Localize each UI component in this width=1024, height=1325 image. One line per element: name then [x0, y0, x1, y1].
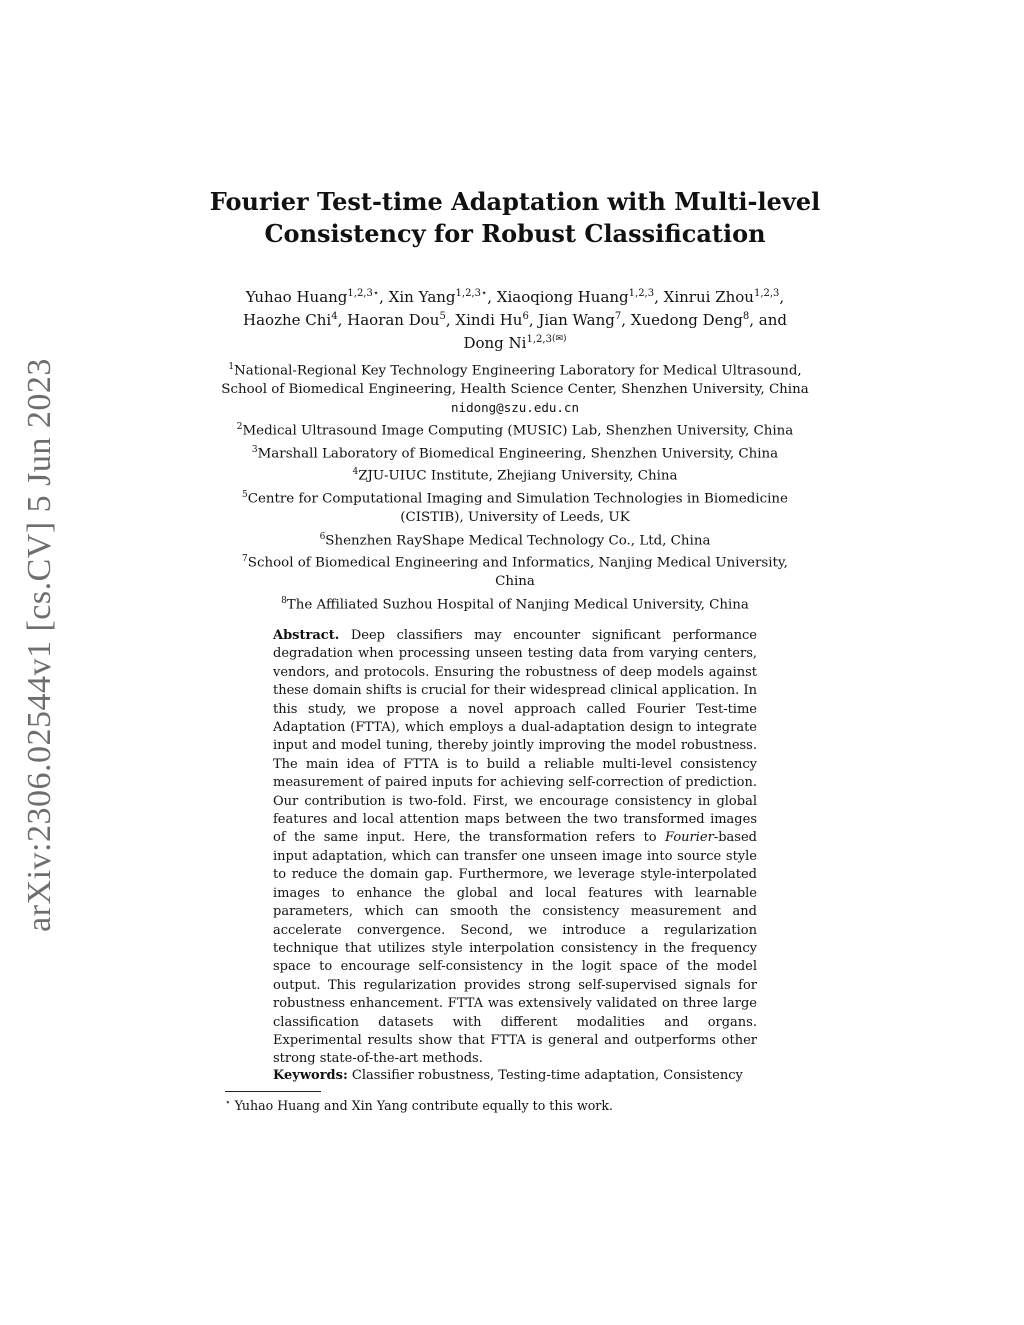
author-affil: 1,2,3⋆ — [347, 288, 380, 299]
affiliation-text: Marshall Laboratory of Biomedical Engineering, Shenzhen University, China — [257, 446, 779, 462]
keywords-label: Keywords: — [273, 1068, 348, 1083]
affiliation-number: 4 — [352, 467, 359, 478]
footnote-text: Yuhao Huang and Xin Yang contribute equally to this work. — [234, 1098, 613, 1114]
author-name: Haozhe Chi — [243, 311, 332, 329]
paper-title — [200, 186, 830, 250]
affiliation-number: 8 — [281, 595, 287, 606]
author-name: Dong Ni — [463, 334, 527, 352]
affiliation-5 — [200, 486, 830, 509]
abstract-text-part1: Deep classifiers may encounter significant performance degradation when processing unseen testing data from varying centers, vendors, and protocols. Ensuring the robustness of deep models against these domain shifts is crucial for their widespread clinical application. In this study, we propose a novel approach called Fourier Test-time Adaptation (FTTA), which employs a dual-adaptation design to integrate input and model tuning, thereby jointly improving the model robustness. The main idea of FTTA is to build a reliable multi-level consistency measurement of paired inputs for achieving self-correction of prediction. Our contribution is two-fold. First, we encourage consistency in global features and local attention maps between the two transformed images of the same input. Here, the transformation refers to — [273, 628, 757, 846]
affiliation-number: 6 — [319, 531, 326, 542]
affiliation-1-cont: School of Biomedical Engineering, Health Science Center, Shenzhen University, China — [221, 381, 809, 397]
affiliation-number: 1 — [228, 362, 235, 372]
author-list — [200, 284, 830, 353]
affiliation-8 — [200, 592, 830, 615]
author-affil: 8 — [742, 311, 750, 322]
footnote-rule — [225, 1091, 321, 1092]
footnote-mark: ⋆ — [225, 1098, 231, 1108]
abstract — [273, 627, 757, 1069]
affiliation-number: 2 — [236, 421, 243, 432]
keywords — [273, 1067, 763, 1085]
author-name: Xin Yang — [388, 288, 456, 306]
affiliation-7-cont: China — [495, 574, 535, 590]
affiliation-7 — [200, 550, 830, 573]
affiliation-text: ZJU-UIUC Institute, Zhejiang University, China — [358, 468, 678, 484]
author-affil: 4 — [331, 311, 338, 322]
author-name: Xindi Hu — [455, 311, 523, 329]
author-name: Xinrui Zhou — [663, 288, 754, 306]
affiliation-number: 3 — [251, 444, 258, 455]
author-affil: 1,2,3⋆ — [455, 288, 488, 299]
author-affil: 6 — [522, 311, 529, 322]
affiliation-1 — [200, 358, 830, 381]
author-name: Yuhao Huang — [245, 288, 348, 306]
author-line-2: Haozhe Chi$^4$, Haoran Dou$^5$, Xindi Hu$^6$, Jian Wang$^7$, Xuedong Deng$^8$, and — [243, 311, 787, 329]
author-affil: 1,2,3 — [753, 288, 780, 299]
affiliation-2 — [200, 418, 830, 441]
author-affil: 1,2,3 — [628, 288, 655, 299]
author-affil — [526, 334, 566, 345]
abstract-heading: Abstract. — [273, 628, 340, 643]
title-line-2: Consistency for Robust Classification — [264, 219, 766, 248]
affiliation-text: Medical Ultrasound Image Computing (MUSIC) Lab, Shenzhen University, China — [242, 423, 794, 439]
affiliation-text: School of Biomedical Engineering and Informatics, Nanjing Medical University, — [247, 555, 788, 571]
author-conjunction: and — [758, 311, 787, 329]
author-line-3 — [200, 330, 830, 353]
author-affil: 7 — [614, 311, 622, 322]
abstract-italic-term: Fourier — [665, 830, 714, 846]
affiliation-text: The Affiliated Suzhou Hospital of Nanjing Medical University, China — [286, 597, 749, 613]
arxiv-sidebar — [12, 358, 68, 932]
author-name: Xiaoqiong Huang — [496, 288, 629, 306]
affiliation-3 — [200, 441, 830, 464]
author-affil: 5 — [439, 311, 446, 322]
envelope-icon: (✉) — [551, 334, 567, 344]
title-line-1: Fourier Test-time Adaptation with Multi-level — [209, 187, 821, 216]
affiliation-6 — [200, 528, 830, 551]
author-name: Haoran Dou — [347, 311, 440, 329]
abstract-text-part2: -based input adaptation, which can transfer one unseen image into source style to reduce the domain gap. Furthermore, we leverage style-interpolated images to enhance the global and local features with learnable parameters, which can smooth the consistency measurement and accelerate convergence. Second, we introduce a regularization technique that utilizes style interpolation consistency in the frequency space to encourage self-consistency in the logit space of the model output. This regularization provides strong self-supervised signals for robustness enhancement. FTTA was extensively validated on three large classification datasets with different modalities and organs. Experimental results show that FTTA is general and outperforms other strong state-of-the-art methods. — [273, 830, 757, 1067]
affiliation-number: 5 — [241, 490, 248, 501]
affiliation-text: National-Regional Key Technology Engineering Laboratory for Medical Ultrasound, — [234, 363, 802, 379]
author-line-1: Yuhao Huang$^{1,2,3⋆}$, Xin Yang$^{1,2,3⋆}$, Xiaoqiong Huang$^{1,2,3}$, Xinrui Zhou$^{1,2,3}$, — [245, 288, 785, 306]
author-name: Jian Wang — [538, 311, 615, 329]
author-affil-numbers: 1,2,3 — [526, 334, 552, 345]
footnote — [225, 1095, 725, 1114]
keywords-text: Classifier robustness, Testing-time adaptation, Consistency — [351, 1068, 743, 1083]
affiliation-text: Centre for Computational Imaging and Simulation Technologies in Biomedicine — [247, 491, 788, 507]
affiliation-number: 7 — [242, 554, 248, 565]
affiliation-text: Shenzhen RayShape Medical Technology Co., Ltd, China — [325, 533, 711, 549]
corresponding-email[interactable]: nidong@szu.edu.cn — [451, 400, 579, 416]
affiliation-5-cont: (CISTIB), University of Leeds, UK — [400, 510, 630, 526]
arxiv-identifier: arXiv:2306.02544v1 [cs.CV] 5 Jun 2023 — [21, 358, 58, 932]
affiliation-list — [200, 358, 830, 615]
author-name: Xuedong Deng — [630, 311, 743, 329]
affiliation-4 — [200, 463, 830, 486]
